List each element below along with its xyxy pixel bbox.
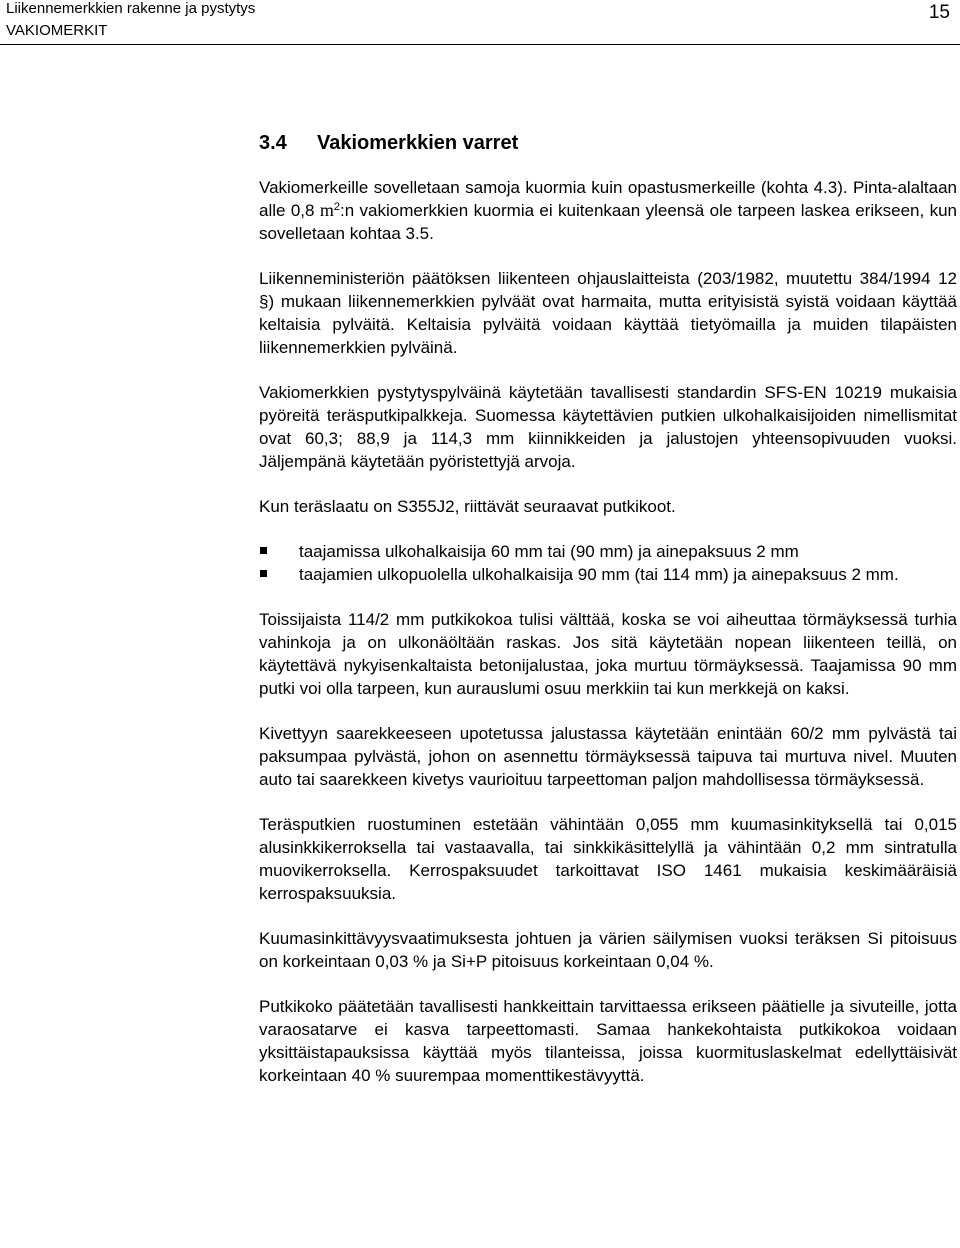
paragraph-loads — [259, 176, 957, 245]
section-title: Vakiomerkkien varret — [317, 132, 519, 154]
paragraph-secondary-size: Toissijaista 114/2 mm putkikokoa tulisi välttää, koska se voi aiheuttaa törmäyksessä turhia vahinkoja ja on ulkonäöltään raskas. Jos sitä käytetään nopean liikenteen teillä, on käytettävä nykyisenkaltaista betonijalustaa, joka murtuu törmäyksessä. Taajamissa 90 mm putki voi olla tarpeen, kun aurauslumi osuu merkkiin tai kun merkkejä on kaksi. — [259, 610, 957, 698]
header-title: Liikennemerkkien rakenne ja pystytys — [6, 0, 256, 17]
list-item-text: taajamissa ulkohalkaisija 60 mm tai (90 mm) ja ainepaksuus 2 mm — [299, 542, 799, 561]
paragraph-silicon-content: Kuumasinkittävyysvaatimuksesta johtuen ja värien säilymisen vuoksi teräksen Si pitoisuus on korkeintaan 0,03 % ja Si+P pitoisuus korkeintaan 0,04 %. — [259, 929, 957, 971]
list-item — [259, 540, 957, 563]
page-number: 15 — [928, 2, 950, 23]
paragraph-corrosion: Teräsputkien ruostuminen estetään vähintään 0,055 mm kuumasinkityksellä tai 0,015 alusinkkikerroksella tai vastaavalla, tai sinkkikäsittelyllä ja vähintään 0,2 mm sintratulla muovikerroksella. Kerrospaksuudet tarkoittavat ISO 1461 mukaisia keskimääräisiä kerrospaksuuksia. — [259, 815, 957, 903]
paragraph-island-base: Kivettyyn saarekkeeseen upotetussa jalustassa käytetään enintään 60/2 mm pylvästä tai paksumpaa pylvästä, johon on asennettu törmäyksessä taipuva tai murtuva nivel. Muuten auto tai saarekkeen kivetys vaurioituu tarpeettoman paljon mahdollisessa törmäyksessä. — [259, 724, 957, 789]
paragraph-loads-part-b: :n vakiomerkkien kuormia ei kuitenkaan yleensä ole tarpeen laskea erikseen, kun sovelletaan kohtaa 3.5. — [259, 201, 957, 243]
page-content — [259, 130, 957, 1109]
square-bullet-icon — [260, 570, 267, 577]
paragraph-loads-part-a: Vakiomerkeille sovelletaan samoja kuormia kuin opastusmerkeille (kohta 4.3). Pinta-alaltaan alle 0,8 — [259, 178, 957, 220]
square-bullet-icon — [260, 547, 267, 554]
paragraph-steel-grade: Kun teräslaatu on S355J2, riittävät seuraavat putkikoot. — [259, 497, 676, 516]
section-number: 3.4 — [259, 132, 287, 154]
header-subtitle: VAKIOMERKIT — [6, 22, 108, 39]
area-unit-exponent: 2 — [333, 201, 340, 213]
section-heading — [259, 130, 957, 156]
area-unit: m — [319, 200, 334, 220]
list-item-text: taajamien ulkopuolella ulkohalkaisija 90 mm (tai 114 mm) ja ainepaksuus 2 mm. — [299, 565, 899, 584]
page-header — [0, 0, 960, 45]
paragraph-pipe-selection: Putkikoko päätetään tavallisesti hankkeittain tarvittaessa erikseen päätielle ja sivuteille, jotta varaosatarve ei kasva tarpeettomasti. Samaa hankekohtaista putkikokoa voidaan yksittäistapauksissa käyttää myös tilanteissa, joissa kuormituslaskelmat edellyttäisivät korkeintaan 40 % suurempaa momenttikestävyyttä. — [259, 997, 957, 1085]
pipe-size-list — [259, 540, 957, 586]
list-item — [259, 563, 957, 586]
paragraph-pole-standard: Vakiomerkkien pystytyspylväinä käytetään tavallisesti standardin SFS-EN 10219 mukaisia pyöreitä teräsputkipalkkeja. Suomessa käytettävien putkien ulkohalkaisijoiden nimellismitat ovat 60,3; 88,9 ja 114,3 mm kiinnikkeiden ja jalustojen yhteensopivuuden vuoksi. Jäljempänä käytetään pyöristettyjä arvoja. — [259, 383, 957, 471]
paragraph-pole-colors: Liikenneministeriön päätöksen liikenteen ohjauslaitteista (203/1982, muutettu 384/1994 12 §) mukaan liikennemerkkien pylväät ovat harmaita, mutta erityisistä syistä voidaan käyttää keltaisia pylväitä. Keltaisia pylväitä voidaan käyttää tietyömailla ja muiden tilapäisten liikennemerkkien pylväinä. — [259, 269, 957, 357]
